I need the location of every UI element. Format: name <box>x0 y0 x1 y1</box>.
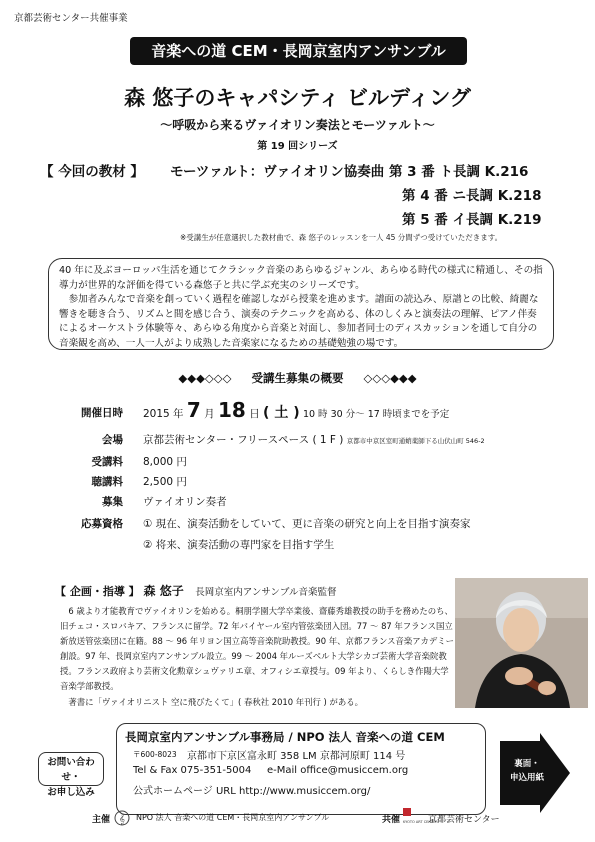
lecturer-photo <box>455 578 588 708</box>
contact-website[interactable]: 公式ホームページ URL http://www.musiccem.org/ <box>133 786 371 797</box>
lecturer-position: 長岡京室内アンサンブル音楽監督 <box>195 587 337 598</box>
date-label: 開催日時 <box>81 407 123 419</box>
date-weekday: ( 土 ) <box>263 405 300 421</box>
materials-line-2: 第 4 番 ニ長調 K.218 <box>402 188 542 204</box>
cohost-name: 京都芸術センター <box>428 815 500 825</box>
heading-ornament-right: ◇◇◇◆◆◆ <box>363 371 417 385</box>
lecturer-bio <box>60 604 455 710</box>
inquiry-line-2: お申し込み <box>47 787 95 798</box>
venue-name: 京都芸術センター・フリースペース ( 1 F ) <box>143 434 344 446</box>
date-month-unit: 月 <box>204 408 215 420</box>
date-year: 2015 年 <box>143 408 184 420</box>
contact-postal: 〒600-8023 <box>133 750 177 759</box>
page-title: 森 悠子のキャパシティ ビルディング <box>124 86 471 110</box>
recruit-heading-text: 受講生募集の概要 <box>251 371 344 385</box>
intro-paragraph-1: 40 年に及ぶヨーロッパ生活を通じてクラシック音楽のあらゆるジャンル、あらゆる時代の様式に精通し、その指導力が世界的な評価を得ている森悠子と共に学ぶ充実のシリーズです。 <box>59 265 543 291</box>
date-month: 7 <box>186 398 201 422</box>
art-center-logo-text: KYOTO ART CENTER <box>403 820 438 824</box>
bio-paragraph-1: 6 歳より才能教育でヴァイオリンを始める。桐朋学園大学卒業後、齋藤秀雄教授の助手を務めたのち、旧チェコ・スロバキア、フランスに留学。72 年バイヤール室内管弦楽団入団。77 ～ 87 年フランス国立新放送管弦楽団に在籍。88 ～ 96 年リヨン国立高等音楽院助教授。90 年、京都フランス音楽アカデミー創設。97 年、長岡京室内アンサンブル設立。99 ～ 2004 年ルーズベルト大学シカゴ芸術大学音楽院教授。フランス政府より芸術文化勲章シュヴァリエ章、オフィシエ章授与。09 年より、くらしき作陽大学音楽学部教授。 <box>60 606 455 692</box>
svg-text:𝄞: 𝄞 <box>119 814 125 825</box>
cosponsor-note: 京都芸術センター共催事業 <box>14 13 128 24</box>
date-day-unit: 日 <box>249 408 260 420</box>
lecturer-heading <box>55 582 336 599</box>
treble-clef-icon <box>114 810 130 826</box>
date-value <box>143 398 449 422</box>
qualification-1: ① 現在、演奏活動をしていて、更に音楽の研究と向上を目指す演奏家 <box>143 518 471 530</box>
wanted-value: ヴァイオリン奏者 <box>143 496 227 508</box>
date-time: 10 時 30 分～ 17 時頃までを予定 <box>302 409 450 420</box>
fee-label: 受講料 <box>91 456 123 468</box>
materials-line-1: モーツァルト：ヴァイオリン協奏曲 第 3 番 ト長調 K.216 <box>170 164 529 180</box>
series-number: 第 19 回シリーズ <box>257 141 338 152</box>
venue-label: 会場 <box>102 434 123 446</box>
arrow-label-line-2: 申込用紙 <box>509 773 544 783</box>
venue-address: 京都市中京区室町通蛸薬師下る山伏山町 546-2 <box>346 437 485 445</box>
heading-ornament-left: ◆◆◆◇◇◇ <box>178 371 232 385</box>
lecturer-role: 【 企画・指導 】 <box>55 585 140 598</box>
page-subtitle: ～呼吸から来るヴァイオリン奏法とモーツァルト～ <box>160 118 435 132</box>
venue-value <box>143 432 485 447</box>
materials-label: 【 今回の教材 】 <box>40 164 144 180</box>
art-center-logo <box>402 807 438 827</box>
cohost-label: 共催 <box>382 815 401 825</box>
fee-value: 8,000 円 <box>143 456 187 468</box>
audit-label: 聴講料 <box>91 476 123 488</box>
materials-note: ※受講生が任意選択した教材曲で、森 悠子のレッスンを一人 45 分間ずつ受けていただきます。 <box>180 233 503 242</box>
qualification-2: ② 将来、演奏活動の専門家を目指す学生 <box>143 539 335 551</box>
bio-paragraph-2: 著書に「ヴァイオリニスト 空に飛びたくて」( 春秋社 2010 年刊行 ) がある。 <box>68 696 363 707</box>
inquiry-line-1: お問い合わせ・ <box>47 757 95 783</box>
qualification-label: 応募資格 <box>81 518 123 530</box>
intro-box <box>48 258 554 350</box>
arrow-label <box>504 757 550 785</box>
date-day: 18 <box>218 398 246 422</box>
organizer-banner: 音楽への道 CEM・長岡京室内アンサンブル <box>130 37 467 65</box>
portrait-illustration <box>455 578 588 708</box>
arrow-label-line-1: 裏面・ <box>514 759 540 769</box>
contact-office: 長岡京室内アンサンブル事務局 / NPO 法人 音楽への道 CEM <box>125 730 445 744</box>
contact-tel-fax: Tel & Fax 075-351-5004 <box>133 765 252 776</box>
recruit-heading <box>0 370 595 386</box>
wanted-label: 募集 <box>102 496 123 508</box>
host-label: 主催 <box>92 815 111 825</box>
contact-email[interactable]: e-Mail office@musiccem.org <box>267 765 409 776</box>
host-name: NPO 法人 音楽への道 CEM・長岡京室内アンサンブル <box>136 813 330 822</box>
audit-value: 2,500 円 <box>143 476 187 488</box>
inquiry-box <box>38 752 104 798</box>
intro-paragraph-2: 参加者みんなで音楽を創っていく過程を確認しながら授業を進めます。譜面の読込み、原譜との比較、綺麗な響きを聴き合う、リズムと間を感じ合う、演奏のテクニックを高める、体のしくみと演奏法の理解、ピアノ伴奏によるオーケストラ体験等々、あらゆる角度から音楽と対面し、参加者同士のディスカッションを通して自分の音楽観を高め、一人一人がより成熟した音楽家になるための基礎勉強の場です。 <box>59 294 539 349</box>
contact-box <box>116 723 486 815</box>
back-page-arrow <box>500 733 570 813</box>
lecturer-name: 森 悠子 <box>143 584 184 598</box>
materials-line-3: 第 5 番 イ長調 K.219 <box>402 212 542 228</box>
contact-address: 京都市下京区富永町 358 LM 京都河原町 114 号 <box>187 751 406 762</box>
